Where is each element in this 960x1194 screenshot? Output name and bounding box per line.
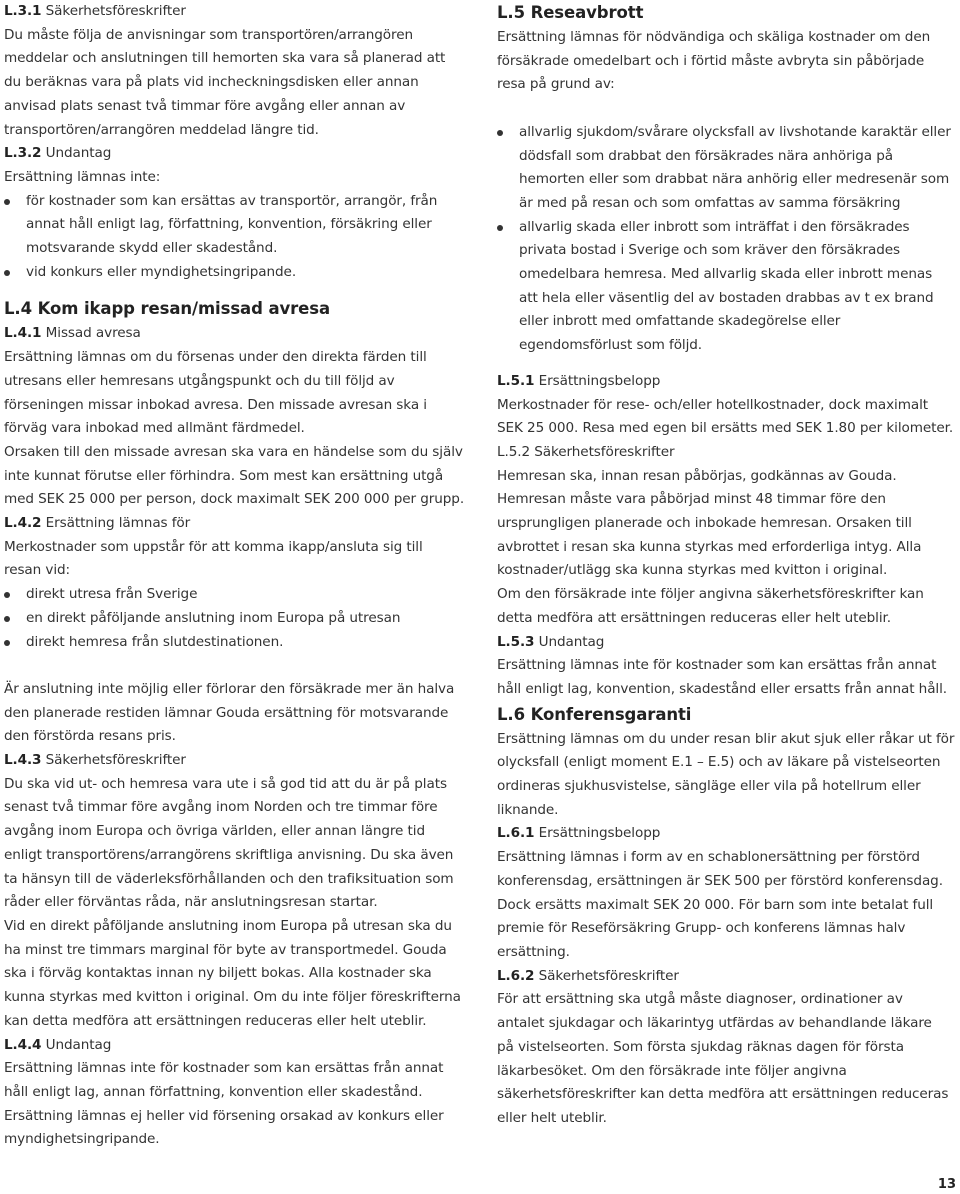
paragraph-line: säkerhetsföreskrifter kan detta medföra att ersättningen reduceras (497, 1086, 949, 1103)
section-number: L.4.4 (4, 1036, 42, 1053)
paragraph-line: Ersättning lämnas inte för kostnader som kan ersättas från annat (4, 1060, 444, 1077)
paragraph-line: ersättning. (497, 944, 570, 960)
list-item: allvarlig skada eller inbrott som inträffat i den försäkrades privata bostad i Sverige och som kräver den försäkrades omedelbara hemresa. Med allvarlig skada eller inbrott menas att hela eller väsentlig del av bostaden drabbas av t ex brand eller inbrott med omfattande skadegörelse eller egendomsförlust som följd. (497, 216, 960, 358)
paragraph-line: Du måste följa de anvisningar som transportören/arrangören (4, 26, 413, 43)
paragraph-line: detta medföra att ersättningen reduceras eller helt uteblir. (497, 609, 891, 626)
paragraph-line: förväg vara inbokad med allmänt färdmedel. (4, 420, 305, 437)
paragraph-line: olycksfall (enligt moment E.1 – E.5) och av läkare på vistelseorten (497, 754, 941, 771)
paragraph-line: Vid en direkt påföljande anslutning inom Europa på utresan ska du (4, 918, 452, 934)
page-number: 13 (937, 1177, 956, 1192)
section-number: L.4.3 (4, 752, 42, 769)
paragraph-line: den förstörda resans pris. (4, 728, 176, 745)
paragraph-line: enligt transportörens/arrangörens skriftliga anvisning. Du ska även (4, 846, 454, 863)
list-item: allvarlig sjukdom/svårare olycksfall av livshotande karaktär eller dödsfall som drabbat den försäkrades nära anhöriga på hemorten eller som drabbat nära anhörig eller medresenär som är med på resan och som omfattas av samma försäkring (497, 121, 960, 216)
section-number: L.6.2 (497, 967, 535, 984)
paragraph-line: eller helt uteblir. (497, 1109, 607, 1126)
list-item: för kostnader som kan ersättas av transportör, arrangör, från annat håll enligt lag, författning, konvention, försäkring eller motsvarande skydd eller skadestånd. (4, 190, 474, 261)
section-title: Undantag (41, 1036, 112, 1053)
paragraph-line: Ersättning lämnas inte: (4, 168, 161, 185)
section-title: Missad avresa (41, 325, 141, 342)
paragraph-line: Ersättning lämnas om du försenas under den direkta färden till (4, 349, 427, 366)
section-l6-heading: L.6 Konferensgaranti (497, 704, 692, 724)
paragraph-line: den planerade restiden lämnar Gouda ersättning för motsvarande (4, 704, 449, 721)
paragraph-line: Merkostnader för rese- och/eller hotellkostnader, dock maximalt (497, 396, 929, 413)
section-l4-heading: L.4 Kom ikapp resan/missad avresa (4, 299, 331, 319)
list-item: vid konkurs eller myndighetsingripande. (4, 261, 474, 285)
list-item: direkt utresa från Sverige (4, 583, 474, 607)
paragraph-line: råder eller förväntas råda, när anslutningsresan startar. (4, 894, 378, 911)
paragraph-line: SEK 25 000. Resa med egen bil ersätts med SEK 1.80 per kilometer. (497, 420, 954, 437)
bullet-list (4, 190, 474, 285)
section-l51-heading (497, 370, 960, 394)
paragraph-line: Ersättning lämnas ej heller vid försening orsakad av konkurs eller (4, 1107, 444, 1124)
section-l42-heading (4, 512, 474, 536)
section-title: Säkerhetsföreskrifter (41, 752, 186, 769)
paragraph-line: Du ska vid ut- och hemresa vara ute i så god tid att du är på plats (4, 775, 447, 792)
section-l5-heading: L.5 Reseavbrott (497, 3, 644, 22)
section-number: L.3.1 (4, 3, 42, 19)
section-l61-heading (497, 822, 960, 846)
paragraph-line: förseningen missar inbokad avresa. Den missade avresan ska i (4, 396, 427, 413)
paragraph-line: Om den försäkrade inte följer angivna säkerhetsföreskrifter kan (497, 586, 924, 603)
section-number: L.4.2 (4, 515, 42, 532)
paragraph-line: resan vid: (4, 562, 71, 579)
paragraph-line: kan detta medföra att ersättningen reduceras eller helt uteblir. (4, 1012, 427, 1029)
paragraph-line: inte kunnat förutse eller förhindra. Som mest kan ersättning utgå (4, 467, 444, 484)
section-title: Ersättning lämnas för (41, 515, 191, 532)
section-l62-heading (497, 965, 960, 989)
paragraph-line: anvisad plats senast två timmar före avgång eller annan av (4, 97, 406, 114)
section-number: L.3.2 (4, 145, 42, 162)
paragraph-line: håll enligt lag, konvention, skadestånd eller ersatts från annat håll. (497, 680, 948, 697)
paragraph-line: transportören/arrangören meddelad längre tid. (4, 121, 319, 138)
section-number: L.5.1 (497, 372, 535, 389)
paragraph-line: Ersättning lämnas för nödvändiga och skäliga kostnader om den (497, 29, 931, 45)
paragraph-line: Hemresan ska, innan resan påbörjas, godkännas av Gouda. (497, 467, 897, 484)
list-item: direkt hemresa från slutdestinationen. (4, 631, 474, 655)
paragraph-line: Orsaken till den missade avresan ska vara en händelse som du själv (4, 443, 463, 460)
section-title: Ersättningsbelopp (534, 825, 661, 842)
paragraph-line: läkarbesöket. Om den försäkrade inte följer angivna (497, 1062, 847, 1079)
paragraph-line: Ersättning lämnas om du under resan blir akut sjuk eller råkar ut för (497, 730, 955, 747)
paragraph-line: Ersättning lämnas inte för kostnader som kan ersättas från annat (497, 657, 937, 674)
left-column (4, 0, 474, 1152)
right-column (497, 0, 960, 1131)
section-title: Undantag (41, 145, 112, 162)
paragraph-line: senast två timmar före avgång inom Norden och tre timmar före (4, 799, 438, 816)
paragraph-line: Ersättning lämnas i form av en schablonersättning per förstörd (497, 849, 920, 866)
paragraph-line: med SEK 25 000 per person, dock maximalt SEK 200 000 per grupp. (4, 491, 465, 508)
paragraph-line: ha minst tre timmars marginal för byte av transportmedel. Gouda (4, 941, 447, 958)
paragraph-line: ta hänsyn till de väderleksförhållanden och den trafiksituation som (4, 870, 454, 887)
section-number: L.6.1 (497, 825, 535, 842)
paragraph-line: Dock ersätts maximalt SEK 20 000. För barn som inte betalat full (497, 896, 934, 913)
bullet-list (4, 583, 474, 654)
paragraph-line: meddelar och anslutningen till hemorten ska vara så planerad att (4, 50, 446, 67)
section-l31-heading (4, 0, 474, 24)
paragraph-line: utresans eller hemresans utgångspunkt och du till följd av (4, 372, 395, 389)
paragraph-line: avbrottet i resan ska kunna styrkas med erforderliga intyg. Alla (497, 538, 922, 555)
section-title: Säkerhetsföreskrifter (534, 967, 679, 984)
paragraph-line: liknande. (497, 801, 559, 818)
paragraph-line: antalet sjukdagar och läkarintyg utfärdas av behandlande läkare (497, 1015, 932, 1032)
section-l52-heading: L.5.2 Säkerhetsföreskrifter (497, 443, 675, 460)
paragraph-line: resa på grund av: (497, 76, 615, 93)
paragraph-line: håll enligt lag, annan författning, konvention eller skadestånd. (4, 1083, 423, 1100)
paragraph-line: ska i förväg kontaktas innan ny biljett bokas. Alla kostnader ska (4, 965, 432, 982)
paragraph-line: För att ersättning ska utgå måste diagnoser, ordinationer av (497, 991, 903, 1008)
paragraph-line: Är anslutning inte möjlig eller förlorar den försäkrade mer än halva (4, 680, 455, 697)
section-title: Undantag (534, 633, 605, 650)
paragraph-line: försäkrade omedelbart och i förtid måste avbryta sin påbörjade (497, 52, 925, 69)
paragraph-line: på vistelseorten. Som första sjukdag räknas dagen för första (497, 1038, 904, 1055)
section-l41-heading (4, 322, 474, 346)
section-l43-heading (4, 749, 474, 773)
section-l53-heading (497, 631, 960, 655)
bullet-list (497, 121, 960, 358)
section-title: Säkerhetsföreskrifter (41, 3, 186, 19)
paragraph-line: ordineras sjukhusvistelse, sängläge eller vila på hotellrum eller (497, 778, 921, 795)
section-l44-heading (4, 1034, 474, 1058)
paragraph-line: kostnader/utlägg ska kunna styrkas med kvitton i original. (497, 562, 888, 579)
paragraph-line: Merkostnader som uppstår för att komma ikapp/ansluta sig till (4, 538, 423, 555)
paragraph-line: konferensdag, ersättningen är SEK 500 per förstörd konferensdag. (497, 872, 943, 889)
section-number: L.5.3 (497, 633, 535, 650)
paragraph-line: myndighetsingripande. (4, 1131, 160, 1148)
section-l32-heading (4, 142, 474, 166)
list-item: en direkt påföljande anslutning inom Europa på utresan (4, 607, 474, 631)
paragraph-line: ursprungligen planerade och inbokade hemresan. Orsaken till (497, 515, 912, 532)
section-number: L.4.1 (4, 325, 42, 342)
paragraph-line: Hemresan måste vara påbörjad minst 48 timmar före den (497, 491, 886, 508)
section-title: Ersättningsbelopp (534, 372, 661, 389)
paragraph-line: premie för Reseförsäkring Grupp- och konferens lämnas halv (497, 920, 906, 937)
paragraph-line: du beräknas vara på plats vid incheckningsdisken eller annan (4, 74, 419, 91)
paragraph-line: kunna styrkas med kvitton i original. Om du inte följer föreskrifterna (4, 989, 461, 1006)
paragraph-line: avgång inom Europa och övriga världen, eller annan längre tid (4, 823, 425, 840)
